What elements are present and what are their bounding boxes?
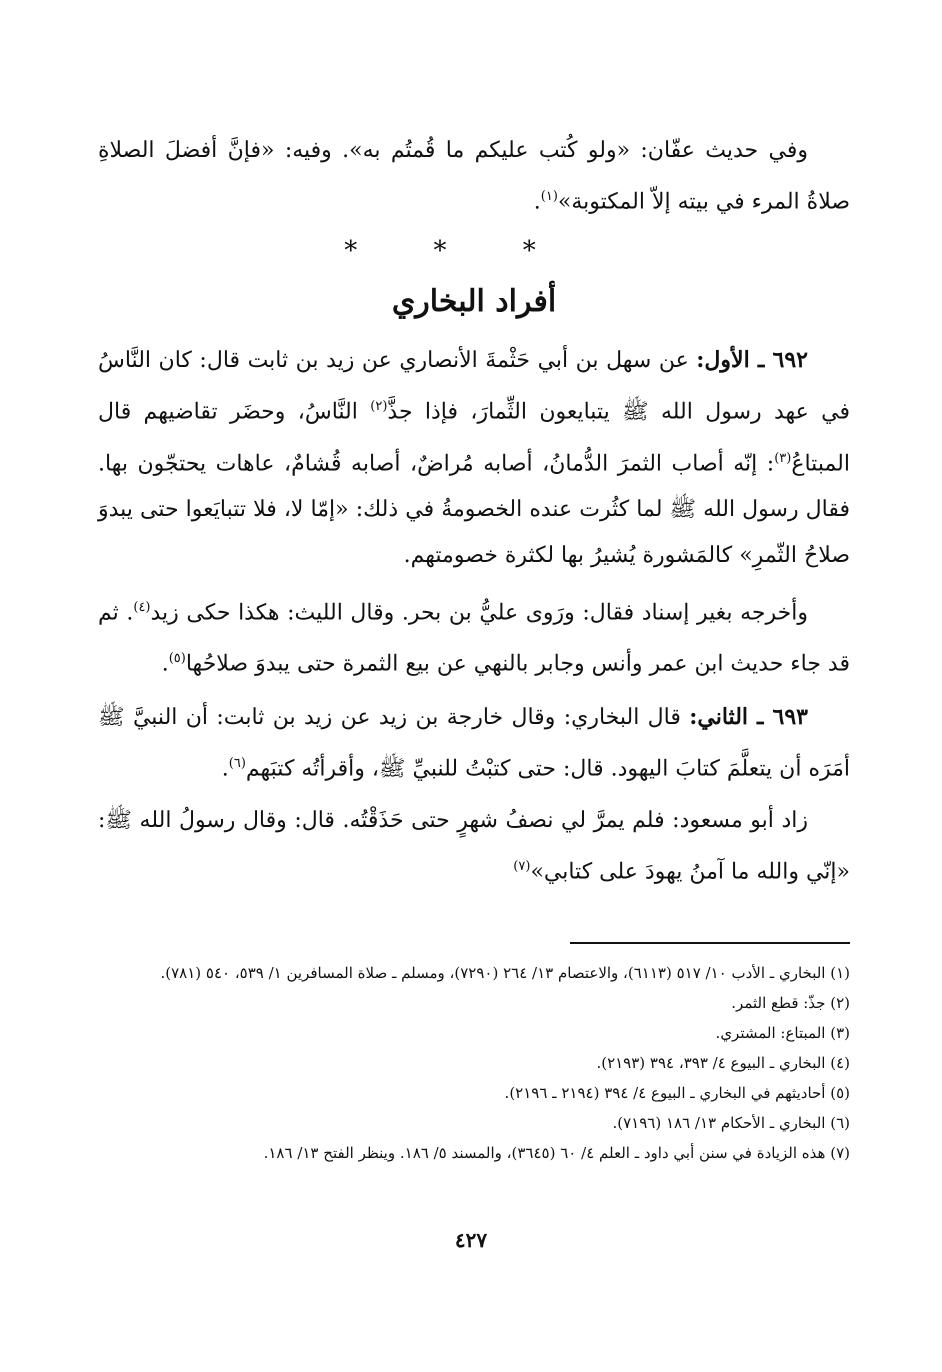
- paragraph-end: .: [161, 651, 169, 677]
- hadith-693-continuation: [98, 798, 850, 895]
- page-number: ٤٢٧: [454, 1228, 488, 1252]
- hadith-text: عن سهل بن أبي حَثْمةَ الأنصاري عن زيد بن ثابت قال: كان النَّاسُ في عهد رسول الله ﷺ يتبايعون الثِّمارَ، فإذا جذَّ: [98, 348, 851, 425]
- footnote-item: (٣) المبتاع: المشتري.: [715, 1024, 850, 1042]
- footnote-item: (٥) أحاديثهم في البخاري ـ البيوع ٤/ ٣٩٤ (٢١٩٤ ـ ٢١٩٦).: [504, 1084, 850, 1102]
- hadith-text: : إنّه أصاب الثمرَ الدُّمانُ، أصابه مُراضٌ، أصابه قُشامٌ، عاهات يحتجّون بها. فقال رسول الله ﷺ لما كثُرت عنده الخصومةُ في ذلك: «إمّا لا، فلا تتبايَعوا حتى يبدوَ صلاحُ الثّمرِ» كالمَشورة يُشيرُ بها لكثرة خصومتهم.: [98, 450, 850, 568]
- section-title: أفراد البخاري: [391, 284, 557, 320]
- footnote-item: (٢) جذّ: قطع الثمر.: [731, 994, 850, 1012]
- footnote-item: (٧) هذه الزيادة في سنن أبي داود ـ العلم ٤/ ٦٠ (٣٦٤٥)، والمسند ٥/ ١٨٦. وينظر الفتح ١٣/ ١٨٦.: [263, 1144, 850, 1162]
- hadith-text: . ثم قد جاء حديث ابن عمر وأنس وجابر بالنهي عن بيع الثمرة حتى يبدوَ صلاحُها: [98, 600, 850, 677]
- section-separator-stars: * * *: [344, 236, 570, 267]
- hadith-number-label: ٦٩٢ ـ الأول:: [696, 347, 808, 374]
- hadith-693: [98, 694, 850, 792]
- main-text-block: [98, 128, 850, 895]
- footnotes-list: [98, 958, 850, 1168]
- footnote-ref: (٧): [513, 858, 531, 874]
- intro-text: وفي حديث عفّان: «ولو كُتب عليكم ما قُمتُم به». وفيه: «فإنَّ أفضلَ الصلاةِ صلاةُ المرء في بيته إلاّ المكتوبة»: [98, 138, 850, 215]
- footnote-ref: (٢): [370, 399, 388, 415]
- hadith-text: قال البخاري: وقال خارجة بن زيد عن زيد بن ثابت: أن النبيَّ ﷺ أمَرَه أن يتعلَّمَ كتابَ اليهود. قال: حتى كتبْتُ للنبيِّ ﷺ، وأقرأتُه كتبَهم: [98, 704, 850, 781]
- footnote-ref: (٣): [774, 450, 792, 466]
- footnote-ref: (١): [540, 189, 558, 204]
- footnote-item: (٤) البخاري ـ البيوع ٤/ ٣٩٣، ٣٩٤ (٢١٩٣).: [596, 1054, 850, 1072]
- footnote-ref: (٦): [228, 755, 246, 771]
- hadith-text: زاد أبو مسعود: فلم يمرَّ لي نصفُ شهرٍ حتى حَذَقْتُه. قال: وقال رسولُ الله ﷺ: «إنّي والله ما آمنُ يهودَ على كتابي»: [98, 807, 850, 885]
- hadith-text: وأخرجه بغير إسناد فقال: ورَوى عليُّ بن بحر. وقال الليث: هكذا حكى زيد: [150, 600, 808, 626]
- footnote-ref: (٥): [168, 651, 186, 667]
- hadith-text: النَّاسُ، وحضَر تقاضيهم قال المبتاعُ: [98, 399, 850, 476]
- hadith-692-continuation: [98, 585, 850, 688]
- intro-paragraph: [98, 128, 850, 225]
- footnote-item: (١) البخاري ـ الأدب ١٠/ ٥١٧ (٦١١٣)، والاعتصام ١٣/ ٢٦٤ (٧٢٩٠)، ومسلم ـ صلاة المسافرين ١/ ٥٣٩، ٥٤٠ (٧٨١).: [160, 964, 850, 982]
- hadith-692: [98, 337, 850, 579]
- intro-end: .: [533, 189, 541, 215]
- hadith-number-label: ٦٩٣ ـ الثاني:: [689, 703, 808, 730]
- footnote-ref: (٤): [133, 599, 151, 615]
- footnote-separator-rule: [570, 942, 850, 944]
- paragraph-end: .: [221, 755, 229, 781]
- footnote-item: (٦) البخاري ـ الأحكام ١٣/ ١٨٦ (٧١٩٦).: [612, 1114, 850, 1132]
